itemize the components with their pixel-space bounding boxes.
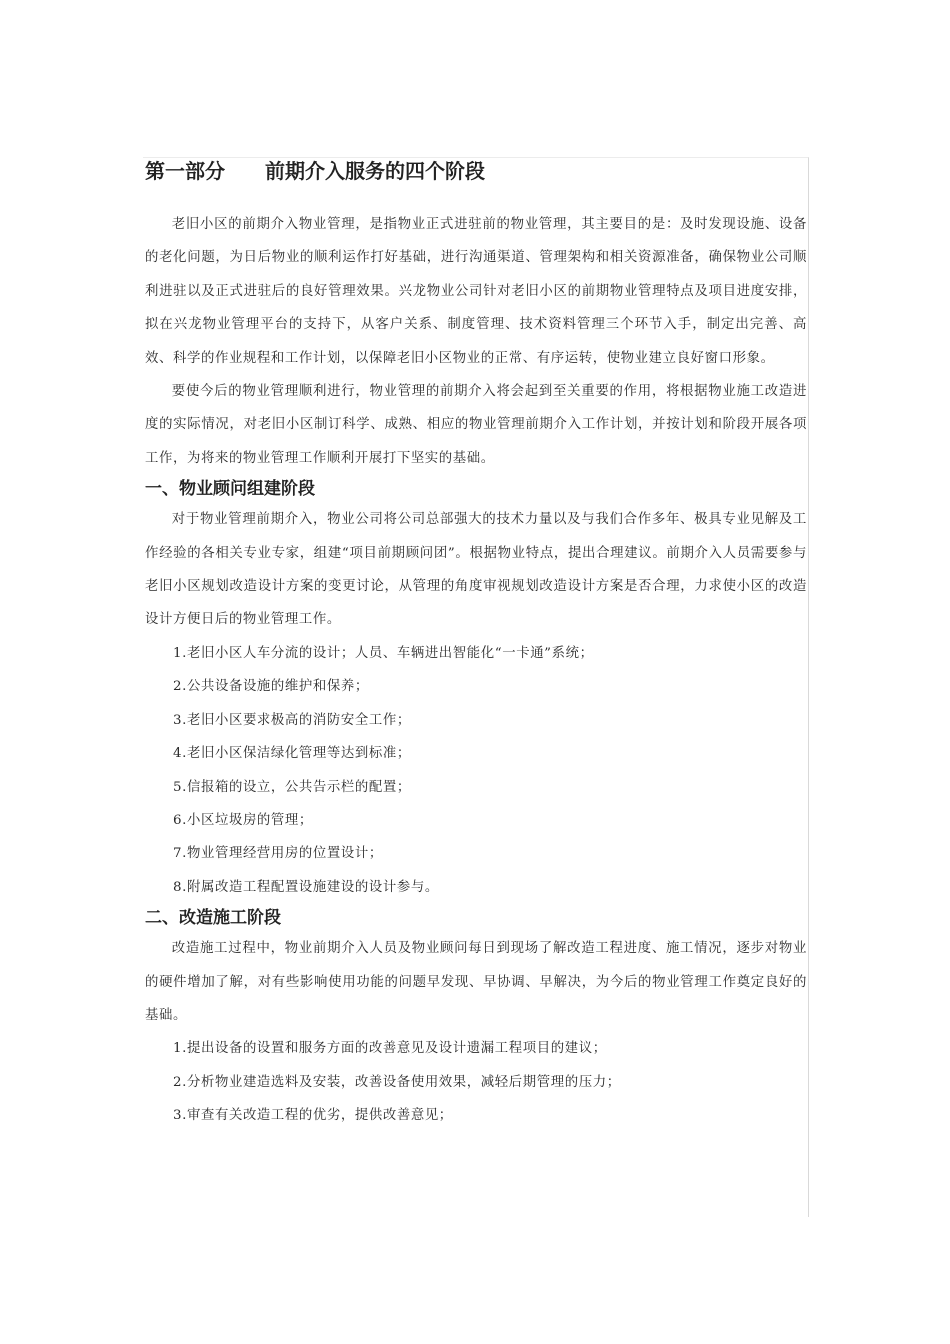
list-item: 1.老旧小区人车分流的设计；人员、车辆进出智能化“一卡通”系统； [173, 645, 594, 661]
list-item: 3.老旧小区要求极高的消防安全工作； [173, 712, 411, 728]
section-heading: 二、改造施工阶段 [145, 908, 281, 929]
section-paragraph: 对于物业管理前期介入，物业公司将公司总部强大的技术力量以及与我们合作多年、极具专业见解及工作经验的各相关专业专家，组建“项目前期顾问团”。根据物业特点，提出合理建议。前期介入人员需要参与老旧小区规划改造设计方案的变更讨论，从管理的角度审视规划改造设计方案是否合理，力求使小区的改造设计方便日后的物业管理工作。 [145, 512, 807, 628]
list-item: 2.公共设备设施的维护和保养； [173, 679, 369, 695]
section-heading: 一、物业顾问组建阶段 [145, 479, 315, 500]
document-body [145, 156, 807, 1133]
list-item: 3.审查有关改造工程的优劣，提供改善意见； [173, 1108, 453, 1124]
list-item: 5.信报箱的设立，公共告示栏的配置； [173, 779, 411, 795]
section-paragraph: 改造施工过程中，物业前期介入人员及物业顾问每日到现场了解改造工程进度、施工情况，逐步对物业的硬件增加了解，对有些影响使用功能的问题早发现、早协调、早解决，为今后的物业管理工作奠定良好的基础。 [145, 941, 807, 1023]
list-item: 1.提出设备的设置和服务方面的改善意见及设计遗漏工程项目的建议； [173, 1041, 607, 1057]
list-item: 4.老旧小区保洁绿化管理等达到标准； [173, 746, 411, 762]
intro-paragraph: 老旧小区的前期介入物业管理，是指物业正式进驻前的物业管理，其主要目的是：及时发现设施、设备的老化问题，为日后物业的顺利运作打好基础，进行沟通渠道、管理架构和相关资源准备，确保物业公司顺利进驻以及正式进驻后的良好管理效果。兴龙物业公司针对老旧小区的前期物业管理特点及项目进度安排，拟在兴龙物业管理平台的支持下，从客户关系、制度管理、技术资料管理三个环节入手，制定出完善、高效、科学的作业规程和工作计划，以保障老旧小区物业的正常、有序运转，使物业建立良好窗口形象。 [145, 217, 807, 366]
list-item: 7.物业管理经营用房的位置设计； [173, 846, 383, 862]
page-title: 第一部分 前期介入服务的四个阶段 [145, 159, 485, 183]
list-item: 2.分析物业建造选料及安装，改善设备使用效果，减轻后期管理的压力； [173, 1074, 621, 1090]
list-item: 6.小区垃圾房的管理； [173, 812, 313, 828]
list-item: 8.附属改造工程配置设施建设的设计参与。 [173, 879, 439, 895]
intro-paragraph: 要使今后的物业管理顺利进行，物业管理的前期介入将会起到至关重要的作用，将根据物业施工改造进度的实际情况，对老旧小区制订科学、成熟、相应的物业管理前期介入工作计划，并按计划和阶段开展各项工作，为将来的物业管理工作顺利开展打下坚实的基础。 [145, 384, 807, 466]
